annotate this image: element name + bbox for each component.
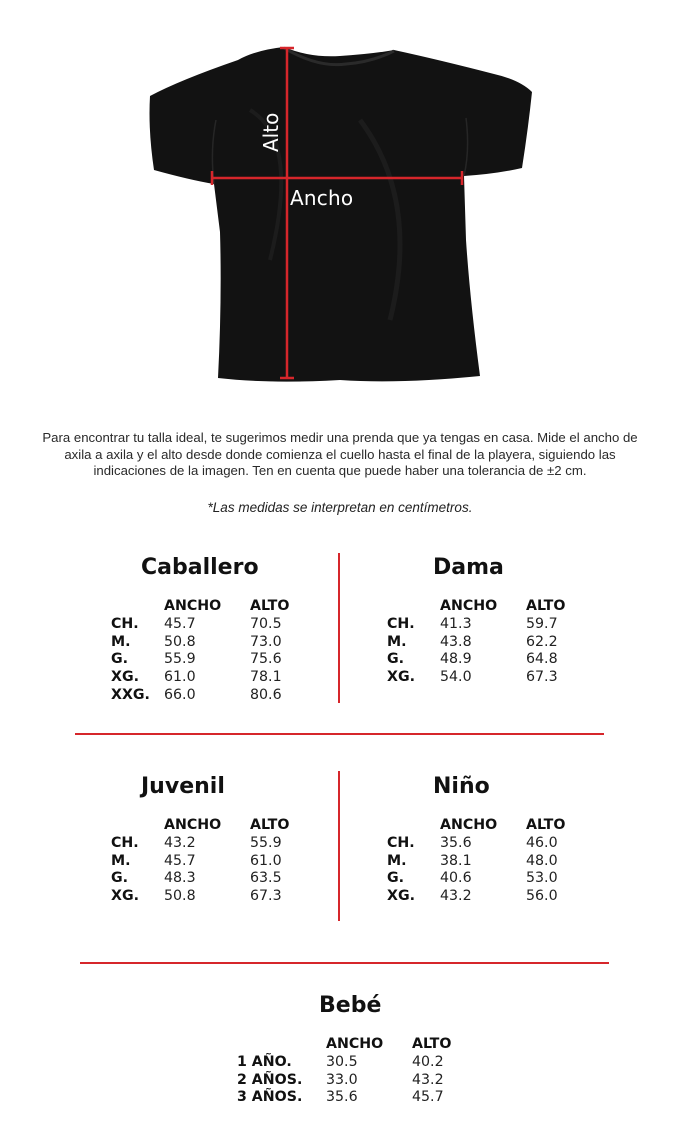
- bebe-table: [237, 1036, 472, 1107]
- size-label: M.: [387, 633, 407, 650]
- table-row: [387, 888, 586, 906]
- table-row: [387, 835, 586, 853]
- ancho-value: 66.0: [164, 686, 196, 703]
- ancho-label: Ancho: [290, 186, 354, 210]
- column-header-alto: ALTO: [526, 598, 566, 614]
- size-label: G.: [111, 651, 129, 668]
- alto-value: 67.3: [250, 888, 282, 905]
- measurement-note: *Las medidas se interpretan en centímetros.: [207, 500, 473, 515]
- tshirt-diagram: [0, 0, 680, 400]
- ancho-value: 50.8: [164, 633, 196, 650]
- nino-title: Niño: [433, 774, 490, 799]
- table-row: [111, 888, 310, 906]
- size-label: G.: [111, 870, 129, 887]
- tshirt-shape: [150, 47, 533, 382]
- ancho-value: 48.3: [164, 870, 196, 887]
- table-row: [237, 1054, 472, 1072]
- divider-vertical: [338, 771, 340, 921]
- table-header: [387, 598, 586, 616]
- table-row: [387, 870, 586, 888]
- alto-value: 56.0: [526, 888, 558, 905]
- bebe-title: Bebé: [319, 993, 382, 1018]
- alto-value: 75.6: [250, 651, 282, 668]
- size-label: CH.: [387, 834, 415, 851]
- size-label: 3 AÑOS.: [237, 1089, 303, 1106]
- alto-value: 61.0: [250, 852, 282, 869]
- table-row: [111, 634, 310, 652]
- table-row: [237, 1089, 472, 1107]
- alto-value: 45.7: [412, 1089, 444, 1106]
- ancho-value: 33.0: [326, 1071, 358, 1088]
- size-label: CH.: [111, 615, 139, 632]
- table-row: [237, 1072, 472, 1090]
- size-label: M.: [387, 852, 407, 869]
- divider-horizontal: [75, 733, 604, 735]
- intro-text: Para encontrar tu talla ideal, te sugerimos medir una prenda que ya tengas en casa. Mide el ancho de axila a axila y el alto desde donde comienza el cuello hasta el final de la playera, siguiendo las indicaciones de la imagen. Ten en cuenta que puede haber una tolerancia de ±2 cm.: [42, 430, 638, 478]
- size-label: XXG.: [111, 686, 150, 703]
- table-header: [111, 817, 310, 835]
- ancho-value: 54.0: [440, 669, 472, 686]
- ancho-value: 41.3: [440, 615, 472, 632]
- alto-value: 55.9: [250, 834, 282, 851]
- column-header-alto: ALTO: [250, 817, 290, 833]
- alto-value: 80.6: [250, 686, 282, 703]
- alto-value: 70.5: [250, 615, 282, 632]
- ancho-value: 61.0: [164, 669, 196, 686]
- dama-table: [387, 598, 586, 687]
- table-row: [387, 669, 586, 687]
- ancho-value: 30.5: [326, 1053, 358, 1070]
- ancho-value: 35.6: [326, 1089, 358, 1106]
- table-row: [111, 651, 310, 669]
- size-label: XG.: [111, 888, 139, 905]
- alto-value: 48.0: [526, 852, 558, 869]
- alto-value: 67.3: [526, 669, 558, 686]
- alto-value: 46.0: [526, 834, 558, 851]
- nino-table: [387, 817, 586, 906]
- column-header-alto: ALTO: [250, 598, 290, 614]
- table-row: [111, 835, 310, 853]
- ancho-value: 45.7: [164, 852, 196, 869]
- size-label: M.: [111, 633, 131, 650]
- size-label: XG.: [387, 669, 415, 686]
- table-row: [387, 651, 586, 669]
- table-row: [111, 669, 310, 687]
- table-header: [237, 1036, 472, 1054]
- size-label: 2 AÑOS.: [237, 1071, 303, 1088]
- alto-value: 63.5: [250, 870, 282, 887]
- alto-value: 78.1: [250, 669, 282, 686]
- caballero-title: Caballero: [141, 555, 259, 580]
- ancho-value: 43.2: [164, 834, 196, 851]
- ancho-value: 35.6: [440, 834, 472, 851]
- table-header: [387, 817, 586, 835]
- divider-vertical: [338, 553, 340, 703]
- table-row: [111, 870, 310, 888]
- table-header: [111, 598, 310, 616]
- size-label: 1 AÑO.: [237, 1053, 292, 1070]
- size-label: G.: [387, 870, 405, 887]
- table-row: [387, 853, 586, 871]
- size-label: XG.: [387, 888, 415, 905]
- dama-title: Dama: [433, 555, 504, 580]
- alto-value: 62.2: [526, 633, 558, 650]
- ancho-value: 48.9: [440, 651, 472, 668]
- ancho-value: 55.9: [164, 651, 196, 668]
- juvenil-table: [111, 817, 310, 906]
- size-label: CH.: [387, 615, 415, 632]
- column-header-ancho: ANCHO: [326, 1036, 384, 1052]
- column-header-ancho: ANCHO: [164, 817, 222, 833]
- alto-value: 59.7: [526, 615, 558, 632]
- column-header-ancho: ANCHO: [164, 598, 222, 614]
- caballero-table: [111, 598, 310, 705]
- table-row: [111, 687, 310, 705]
- alto-value: 73.0: [250, 633, 282, 650]
- alto-label: Alto: [259, 112, 283, 152]
- ancho-value: 38.1: [440, 852, 472, 869]
- size-label: G.: [387, 651, 405, 668]
- table-row: [111, 853, 310, 871]
- ancho-value: 43.8: [440, 633, 472, 650]
- ancho-value: 50.8: [164, 888, 196, 905]
- ancho-value: 40.6: [440, 870, 472, 887]
- size-label: M.: [111, 852, 131, 869]
- ancho-value: 45.7: [164, 615, 196, 632]
- alto-value: 64.8: [526, 651, 558, 668]
- table-row: [387, 634, 586, 652]
- table-row: [387, 616, 586, 634]
- size-label: CH.: [111, 834, 139, 851]
- alto-value: 43.2: [412, 1071, 444, 1088]
- size-label: XG.: [111, 669, 139, 686]
- alto-value: 53.0: [526, 870, 558, 887]
- column-header-alto: ALTO: [526, 817, 566, 833]
- juvenil-title: Juvenil: [141, 774, 225, 799]
- ancho-value: 43.2: [440, 888, 472, 905]
- divider-horizontal: [80, 962, 609, 964]
- column-header-alto: ALTO: [412, 1036, 452, 1052]
- column-header-ancho: ANCHO: [440, 817, 498, 833]
- alto-value: 40.2: [412, 1053, 444, 1070]
- column-header-ancho: ANCHO: [440, 598, 498, 614]
- table-row: [111, 616, 310, 634]
